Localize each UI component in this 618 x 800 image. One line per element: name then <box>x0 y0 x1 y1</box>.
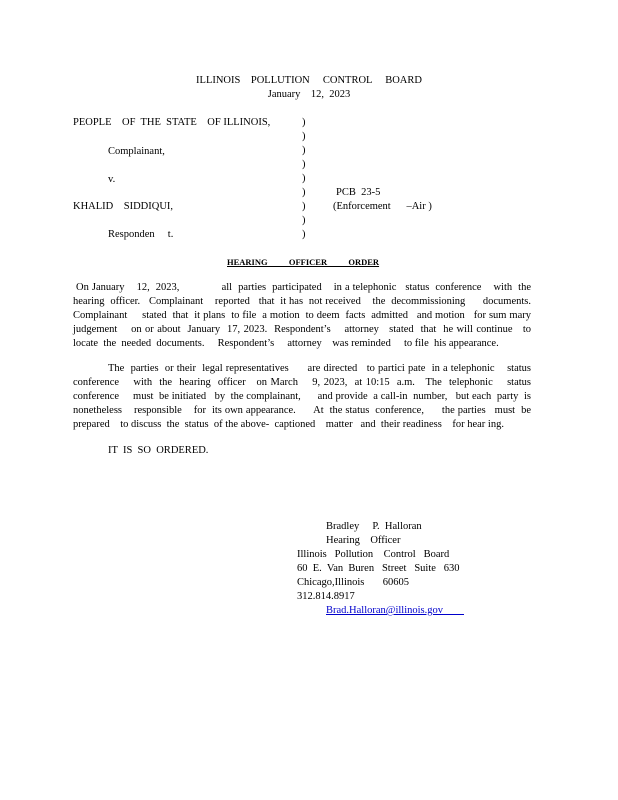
paren: ) <box>302 173 306 184</box>
paragraph-line: The parties or their legal representatives are directed to partici pate in a telephonic status <box>108 363 531 374</box>
respondent-party: KHALID SIDDIQUI, <box>73 201 174 212</box>
paragraph-line: conference with the hearing officer on March 9, 2023, at 10:15 a.m. The telephonic status <box>73 377 531 388</box>
signer-title: Hearing Officer <box>326 535 401 546</box>
case-type: (Enforcement –Air ) <box>333 201 432 212</box>
paren: ) <box>302 159 306 170</box>
paragraph-line: Complainant stated that it plans to file a motion to deem facts admitted and motion for sum mary <box>73 310 531 321</box>
respondent-role: Responden t. <box>108 229 174 240</box>
complainant-party: PEOPLE OF THE STATE OF ILLINOIS, <box>73 117 271 128</box>
paragraph-line: prepared to discuss the status of the above- captioned matter and their readiness for hear ing. <box>73 419 504 430</box>
signer-city: Chicago,Illinois 60605 <box>297 577 409 588</box>
paren: ) <box>302 117 306 128</box>
paragraph-line: nonetheless responsible for its own appearance. At the status conference, the parties must be <box>73 405 531 416</box>
paren: ) <box>302 145 306 156</box>
board-name: ILLINOIS POLLUTION CONTROL BOARD <box>196 75 422 86</box>
paren: ) <box>302 229 306 240</box>
complainant-role: Complainant, <box>108 146 165 157</box>
paragraph-directive <box>73 362 531 432</box>
paren: ) <box>302 131 306 142</box>
signer-email-link[interactable]: Brad.Halloran@illinois.gov <box>326 605 464 616</box>
signer-agency: Illinois Pollution Control Board <box>297 549 450 560</box>
signer-phone: 312.814.8917 <box>297 591 355 602</box>
paragraph-line: hearing officer. Complainant reported that it has not received the decommissioning documents. <box>73 296 531 307</box>
paragraph-line: judgement on or about January 17, 2023. Respondent’s attorney stated that he will continue to <box>73 324 531 335</box>
paren: ) <box>302 201 306 212</box>
paren: ) <box>302 187 306 198</box>
paragraph-line: locate the needed documents. Respondent’s attorney was reminded to file his appearance. <box>73 338 499 349</box>
paragraph-line: conference must be initiated by the complainant, and provide a call-in number, but each party is <box>73 391 531 402</box>
signer-name: Bradley P. Halloran <box>326 521 422 532</box>
paren: ) <box>302 215 306 226</box>
document-title: HEARING OFFICER ORDER <box>227 257 380 267</box>
order-date: January 12, 2023 <box>267 89 351 100</box>
paragraph-status <box>73 281 531 351</box>
signer-address: 60 E. Van Buren Street Suite 630 <box>297 563 460 574</box>
closing-statement: IT IS SO ORDERED. <box>108 445 209 456</box>
paragraph-line: On January 12, 2023, all parties participated in a telephonic status conference with the <box>73 282 531 293</box>
case-number: PCB 23-5 <box>336 187 381 198</box>
versus: v. <box>108 174 116 185</box>
